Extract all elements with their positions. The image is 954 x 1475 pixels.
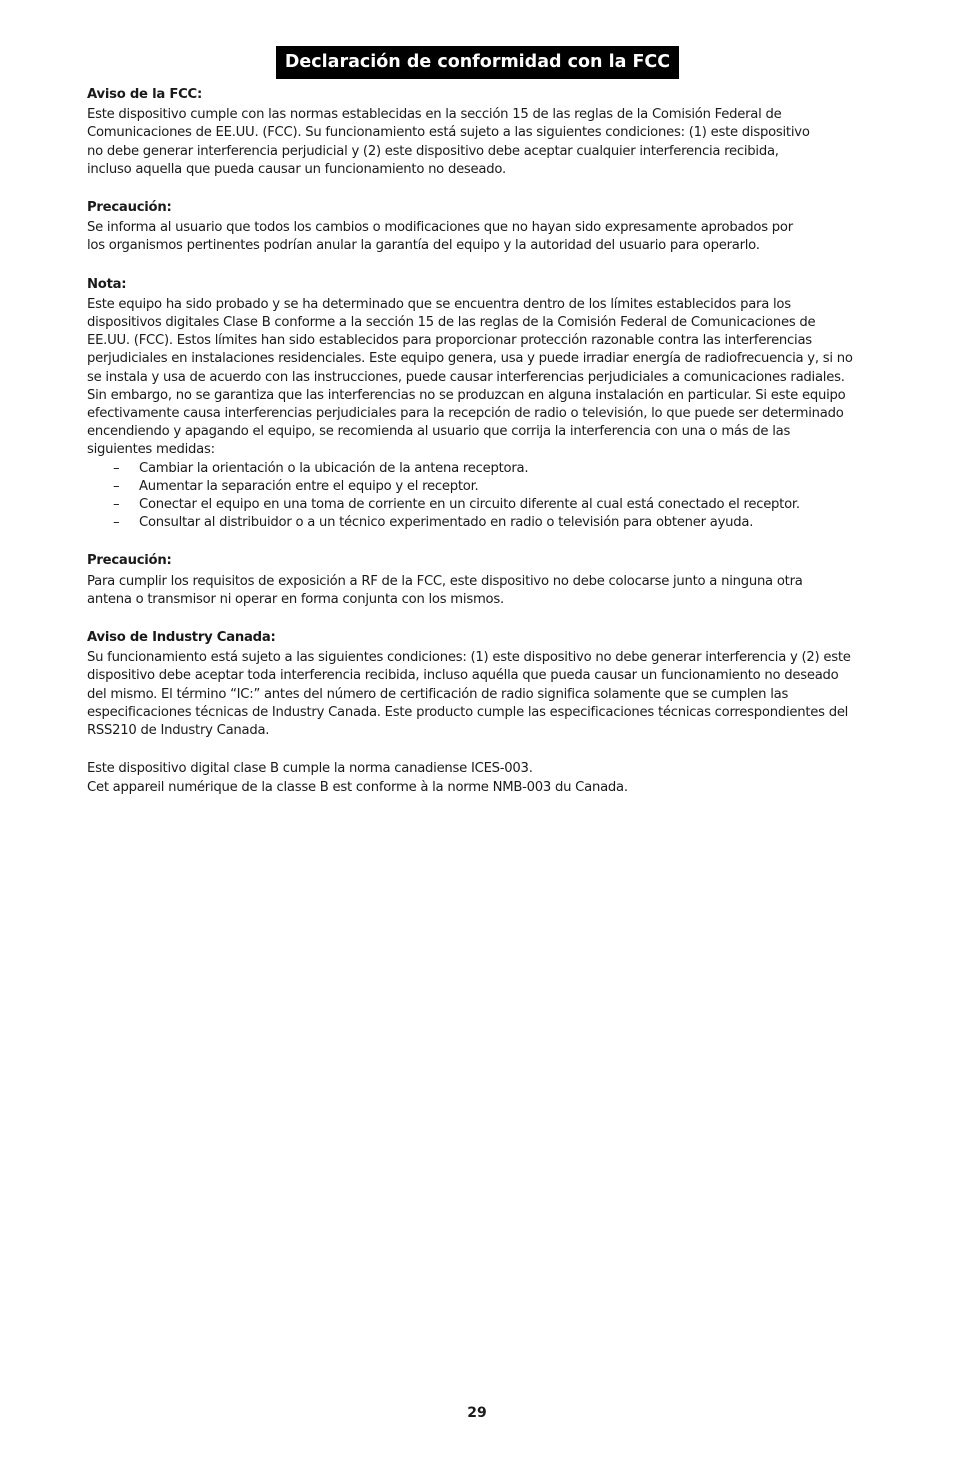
page-title: Declaración de conformidad con la FCC	[276, 46, 679, 79]
text-line: Para cumplir los requisitos de exposición a RF de la FCC, este dispositivo no debe colocarse junto a ninguna otra	[87, 573, 803, 589]
text-line: RSS210 de Industry Canada.	[87, 723, 270, 739]
list-item	[87, 496, 877, 514]
section-heading: Precaución:	[87, 200, 172, 216]
measures-list	[87, 460, 877, 533]
text-line: Se informa al usuario que todos los cambios o modificaciones que no hayan sido expresamente aprobados por	[87, 220, 793, 236]
list-item	[87, 478, 877, 496]
text-line: siguientes medidas:	[87, 442, 215, 458]
dash-bullet: –	[113, 478, 120, 494]
text-line: dispositivo debe aceptar toda interferencia recibida, incluso aquélla que pueda causar un funcionamiento no deseado	[87, 668, 839, 684]
section-heading: Aviso de Industry Canada:	[87, 630, 276, 646]
section-caution-rf-exposure	[87, 552, 877, 609]
section-caution-modifications	[87, 199, 877, 256]
list-item-text: Conectar el equipo en una toma de corriente en un circuito diferente al cual está conectado el receptor.	[139, 497, 800, 513]
section-fcc-notice	[87, 86, 877, 179]
text-line: antena o transmisor ni operar en forma conjunta con los mismos.	[87, 591, 504, 607]
list-item-text: Aumentar la separación entre el equipo y el receptor.	[139, 478, 479, 494]
text-line: EE.UU. (FCC). Estos límites han sido establecidos para proporcionar protección razonable contra las interferencias	[87, 333, 812, 349]
section-industry-canada	[87, 629, 877, 740]
section-heading: Precaución:	[87, 553, 172, 569]
nmb-statement: Cet appareil numérique de la classe B est conforme à la norme NMB-003 du Canada.	[87, 779, 628, 795]
text-line: no debe generar interferencia perjudicial y (2) este dispositivo debe aceptar cualquier interferencia recibida,	[87, 143, 779, 159]
text-line: del mismo. El término “IC:” antes del número de certificación de radio significa solamente que se cumplen las	[87, 686, 789, 702]
text-line: los organismos pertinentes podrían anular la garantía del equipo y la autoridad del usuario para operarlo.	[87, 238, 760, 254]
dash-bullet: –	[113, 515, 120, 531]
section-closing-statements	[87, 760, 877, 796]
section-note	[87, 276, 877, 533]
section-heading: Aviso de la FCC:	[87, 87, 202, 102]
text-line: Sin embargo, no se garantiza que las interferencias no se produzcan en alguna instalación en particular. Si este equipo	[87, 387, 846, 403]
text-line: encendiendo y apagando el equipo, se recomienda al usuario que corrija la interferencia con una o más de las	[87, 424, 791, 440]
text-line: dispositivos digitales Clase B conforme a la sección 15 de las reglas de la Comisión Federal de Comunicaciones de	[87, 315, 816, 331]
text-line: especificaciones técnicas de Industry Canada. Este producto cumple las especificaciones técnicas correspondientes del	[87, 704, 849, 720]
section-heading: Nota:	[87, 276, 127, 292]
text-line: Comunicaciones de EE.UU. (FCC). Su funcionamiento está sujeto a las siguientes condiciones: (1) este dispositivo	[87, 125, 810, 141]
text-line: perjudiciales en instalaciones residenciales. Este equipo genera, usa y puede irradiar energía de radiofrecuencia y, si no	[87, 351, 853, 367]
dash-bullet: –	[113, 460, 120, 476]
text-line: efectivamente causa interferencias perjudiciales para la recepción de radio o televisión, lo que puede ser determinado	[87, 406, 844, 422]
document-body	[87, 86, 877, 817]
list-item	[87, 514, 877, 532]
text-line: se instala y usa de acuerdo con las instrucciones, puede causar interferencias perjudiciales a comunicaciones radiales.	[87, 369, 845, 385]
list-item	[87, 460, 877, 478]
list-item-text: Consultar al distribuidor o a un técnico experimentado en radio o televisión para obtener ayuda.	[139, 515, 754, 531]
text-line: Este equipo ha sido probado y se ha determinado que se encuentra dentro de los límites establecidos para los	[87, 296, 791, 312]
text-line: Su funcionamiento está sujeto a las siguientes condiciones: (1) este dispositivo no debe generar interferencia y (2) este	[87, 650, 851, 666]
page-number: 29	[467, 1405, 487, 1421]
text-line: Este dispositivo cumple con las normas establecidas en la sección 15 de las reglas de la Comisión Federal de	[87, 107, 782, 123]
dash-bullet: –	[113, 497, 120, 513]
text-line: incluso aquella que pueda causar un funcionamiento no deseado.	[87, 161, 506, 177]
list-item-text: Cambiar la orientación o la ubicación de la antena receptora.	[139, 460, 529, 476]
ices-statement: Este dispositivo digital clase B cumple la norma canadiense ICES-003.	[87, 761, 533, 777]
